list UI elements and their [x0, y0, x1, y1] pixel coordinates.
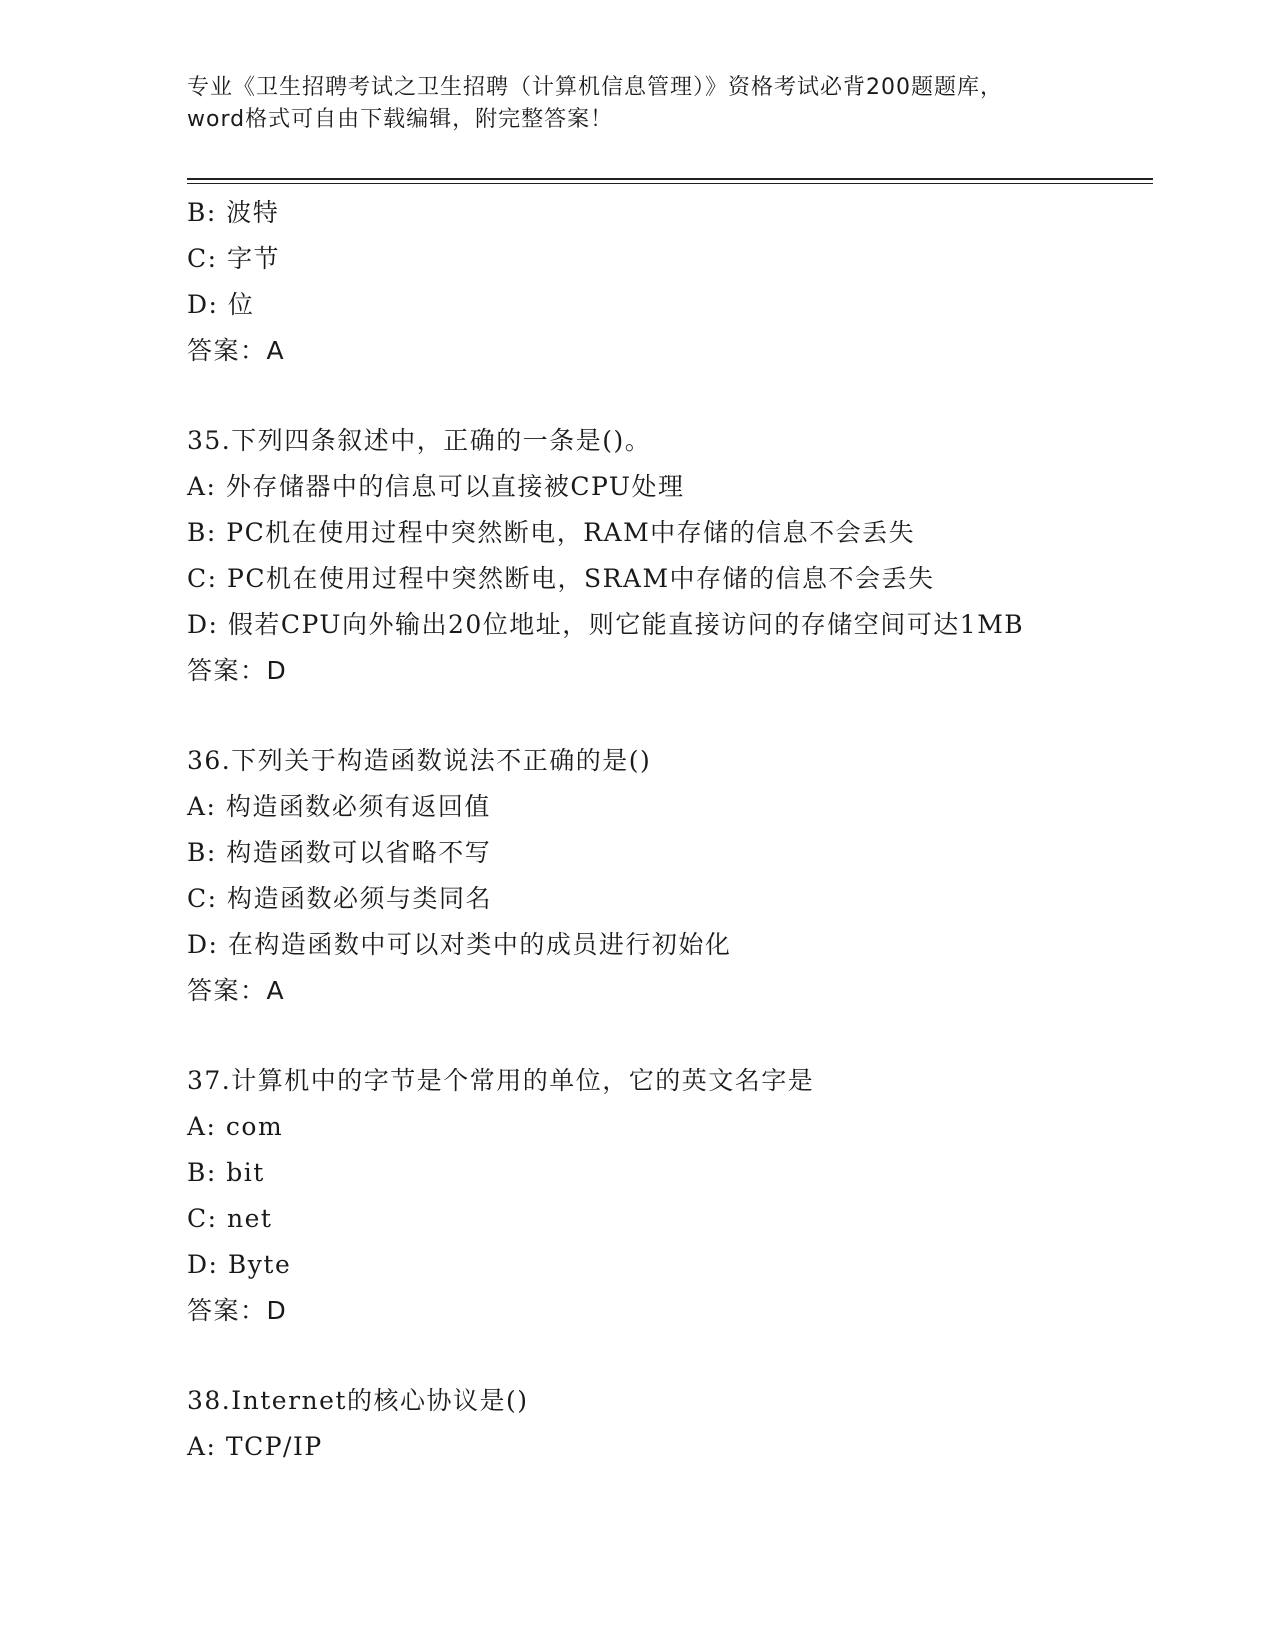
option-c: C: PC机在使用过程中突然断电，SRAM中存储的信息不会丢失: [187, 564, 935, 593]
previous-question-tail: [187, 190, 1167, 374]
question-stem: 38.Internet的核心协议是(): [187, 1386, 529, 1415]
answer-line: 答案：A: [187, 336, 286, 365]
question-37: [187, 1058, 1167, 1334]
question-36: [187, 738, 1167, 1014]
option-a: A: TCP/IP: [187, 1432, 323, 1461]
answer-line: 答案：D: [187, 656, 288, 685]
option-d: D: 在构造函数中可以对类中的成员进行初始化: [187, 930, 732, 959]
option-b: B: bit: [187, 1158, 265, 1187]
question-stem: 37.计算机中的字节是个常用的单位，它的英文名字是: [187, 1066, 815, 1095]
option-c: C: 字节: [187, 244, 280, 273]
option-a: A: 外存储器中的信息可以直接被CPU处理: [187, 472, 685, 501]
option-a: A: com: [187, 1112, 284, 1141]
answer-line: 答案：A: [187, 976, 286, 1005]
header-line-2: word格式可自由下载编辑，附完整答案！: [187, 107, 614, 132]
option-b: B: PC机在使用过程中突然断电，RAM中存储的信息不会丢失: [187, 518, 916, 547]
answer-line: 答案：D: [187, 1296, 288, 1325]
header-line-1: 专业《卫生招聘考试之卫生招聘（计算机信息管理）》资格考试必背200题题库，: [187, 75, 1003, 100]
question-stem: 36.下列关于构造函数说法不正确的是(): [187, 746, 652, 775]
question-stem: 35.下列四条叙述中，正确的一条是()。: [187, 426, 652, 455]
option-b: B: 构造函数可以省略不写: [187, 838, 492, 867]
question-35: [187, 418, 1167, 694]
option-a: A: 构造函数必须有返回值: [187, 792, 491, 821]
option-b: B: 波特: [187, 198, 280, 227]
document-header: [187, 72, 1087, 136]
option-c: C: net: [187, 1204, 273, 1233]
header-divider: [187, 178, 1153, 184]
question-38: [187, 1378, 1167, 1470]
question-content: [187, 190, 1167, 1470]
option-d: D: 位: [187, 290, 255, 319]
option-d: D: Byte: [187, 1250, 292, 1279]
option-c: C: 构造函数必须与类同名: [187, 884, 492, 913]
option-d: D: 假若CPU向外输出20位地址，则它能直接访问的存储空间可达1MB: [187, 610, 1025, 639]
